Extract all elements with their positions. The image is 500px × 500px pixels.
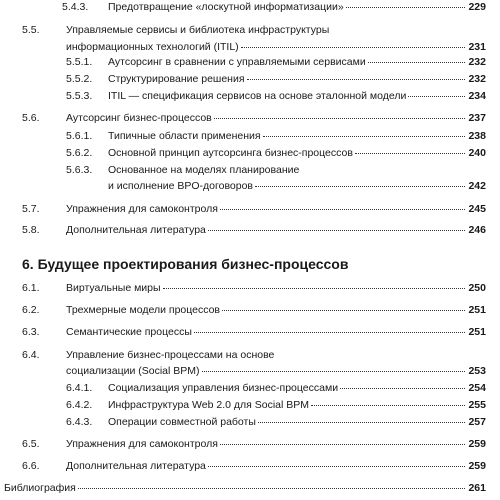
toc-entry-bibliography[interactable] [4, 482, 486, 495]
toc-entry-6-2[interactable] [22, 304, 486, 317]
toc-entry-5-7[interactable] [22, 203, 486, 216]
entry-page: 238 [468, 130, 486, 142]
entry-page: 240 [468, 147, 486, 159]
entry-page: 232 [468, 56, 486, 68]
entry-number: 6.6. [22, 460, 40, 472]
entry-number: 5.5.2. [66, 73, 93, 85]
entry-page: 255 [468, 399, 486, 411]
dot-leader [408, 96, 465, 97]
dot-leader [311, 405, 465, 406]
toc-entry-6-4-2[interactable] [66, 399, 486, 412]
entry-number: 6.3. [22, 326, 40, 338]
entry-page: 251 [468, 326, 486, 338]
toc-entry-5-5-1[interactable] [66, 56, 486, 69]
entry-page: 246 [468, 224, 486, 236]
entry-title-line2: социализации (Social BPM) [66, 365, 200, 377]
entry-number: 5.6.1. [66, 130, 93, 142]
entry-page: 237 [468, 112, 486, 124]
entry-page: 261 [468, 482, 486, 494]
entry-title: Операции совместной работы [108, 416, 256, 428]
entry-page: 250 [468, 282, 486, 294]
entry-page: 257 [468, 416, 486, 428]
entry-title: Инфраструктура Web 2.0 для Social BPM [108, 399, 310, 411]
toc-entry-6-4-1[interactable] [66, 382, 486, 395]
entry-title-line1: Основанное на моделях планирование [108, 164, 300, 176]
entry-page: 229 [468, 1, 486, 13]
entry-page: 259 [468, 438, 486, 450]
entry-page: 242 [468, 180, 486, 192]
entry-title-line2: и исполнение BPO-договоров [108, 180, 254, 192]
entry-title: ITIL — спецификация сервисов на основе эталонной модели [108, 90, 407, 102]
dot-leader [194, 332, 466, 333]
entry-title: Семантические процессы [66, 326, 192, 338]
entry-number: 5.5. [22, 24, 40, 36]
dot-leader [263, 136, 466, 137]
entry-title-line1: Управляемые сервисы и библиотека инфраструктуры [66, 24, 330, 36]
dot-leader [208, 230, 466, 231]
entry-number: 5.6. [22, 112, 40, 124]
dot-leader [163, 288, 466, 289]
entry-number: 5.6.2. [66, 147, 93, 159]
dot-leader [340, 388, 465, 389]
toc-entry-5-5-3[interactable] [66, 90, 486, 103]
toc-entry-5-6-2[interactable] [66, 147, 486, 160]
dot-leader [220, 209, 466, 210]
toc-entry-5-8[interactable] [22, 224, 486, 237]
entry-title-line2: информационных технологий (ITIL) [66, 41, 239, 53]
entry-number: 6.1. [22, 282, 40, 294]
chapter-heading[interactable]: 6. Будущее проектирования бизнес-процессов [22, 256, 349, 272]
toc-entry-5-6-3-line1[interactable] [66, 164, 299, 177]
toc-entry-5-6[interactable] [22, 112, 486, 125]
entry-title: Структурирование решения [108, 73, 245, 85]
toc-entry-6-1[interactable] [22, 282, 486, 295]
entry-title: Аутсорсинг бизнес-процессов [66, 112, 212, 124]
entry-title: Виртуальные миры [66, 282, 161, 294]
entry-page: 231 [468, 41, 486, 53]
dot-leader [241, 47, 466, 48]
entry-title: Библиография [4, 482, 76, 494]
entry-number: 6.4.2. [66, 399, 93, 411]
toc-entry-6-4-line1[interactable] [22, 349, 274, 362]
entry-number: 5.4.3. [62, 1, 89, 13]
entry-title: Аутсорсинг в сравнении с управляемыми сервисами [108, 56, 366, 68]
entry-number: 6.4.1. [66, 382, 93, 394]
entry-number: 6.5. [22, 438, 40, 450]
toc-entry-6-3[interactable] [22, 326, 486, 339]
dot-leader [346, 7, 466, 8]
dot-leader [355, 153, 466, 154]
dot-leader [258, 422, 466, 423]
entry-title: Дополнительная литература [66, 224, 206, 236]
entry-number: 5.8. [22, 224, 40, 236]
dot-leader [247, 79, 466, 80]
toc-entry-6-6[interactable] [22, 460, 486, 473]
dot-leader [208, 466, 466, 467]
dot-leader [255, 186, 465, 187]
toc-entry-6-5[interactable] [22, 438, 486, 451]
entry-page: 245 [468, 203, 486, 215]
dot-leader [222, 310, 465, 311]
entry-title: Трехмерные модели процессов [66, 304, 221, 316]
dot-leader [368, 62, 466, 63]
entry-number: 6.2. [22, 304, 40, 316]
toc-entry-5-5-line2[interactable] [66, 41, 486, 54]
toc-entry-5-4-3[interactable] [62, 1, 486, 14]
entry-title: Социализация управления бизнес-процессами [108, 382, 339, 394]
entry-page: 232 [468, 73, 486, 85]
toc-entry-6-4-3[interactable] [66, 416, 486, 429]
entry-title-line1: Управление бизнес-процессами на основе [66, 349, 275, 361]
toc-entry-5-6-3-line2[interactable] [108, 180, 486, 193]
dot-leader [78, 488, 466, 489]
entry-number: 5.7. [22, 203, 40, 215]
toc-entry-5-6-1[interactable] [66, 130, 486, 143]
dot-leader [220, 444, 466, 445]
entry-title: Упражнения для самоконтроля [66, 203, 218, 215]
entry-number: 6.4. [22, 349, 40, 361]
entry-title: Основной принцип аутсорсинга бизнес-процессов [108, 147, 353, 159]
entry-number: 6.4.3. [66, 416, 93, 428]
entry-page: 259 [468, 460, 486, 472]
entry-title: Предотвращение «лоскутной информатизации» [108, 1, 344, 13]
dot-leader [202, 371, 466, 372]
toc-entry-6-4-line2[interactable] [66, 365, 486, 378]
entry-number: 5.6.3. [66, 164, 93, 176]
entry-title: Дополнительная литература [66, 460, 206, 472]
toc-entry-5-5-line1[interactable] [22, 24, 329, 37]
entry-title: Упражнения для самоконтроля [66, 438, 218, 450]
entry-page: 251 [468, 304, 486, 316]
entry-page: 254 [468, 382, 486, 394]
entry-number: 5.5.1. [66, 56, 93, 68]
toc-entry-5-5-2[interactable] [66, 73, 486, 86]
entry-page: 234 [468, 90, 486, 102]
entry-number: 5.5.3. [66, 90, 93, 102]
entry-title: Типичные области применения [108, 130, 261, 142]
entry-page: 253 [468, 365, 486, 377]
dot-leader [214, 118, 466, 119]
